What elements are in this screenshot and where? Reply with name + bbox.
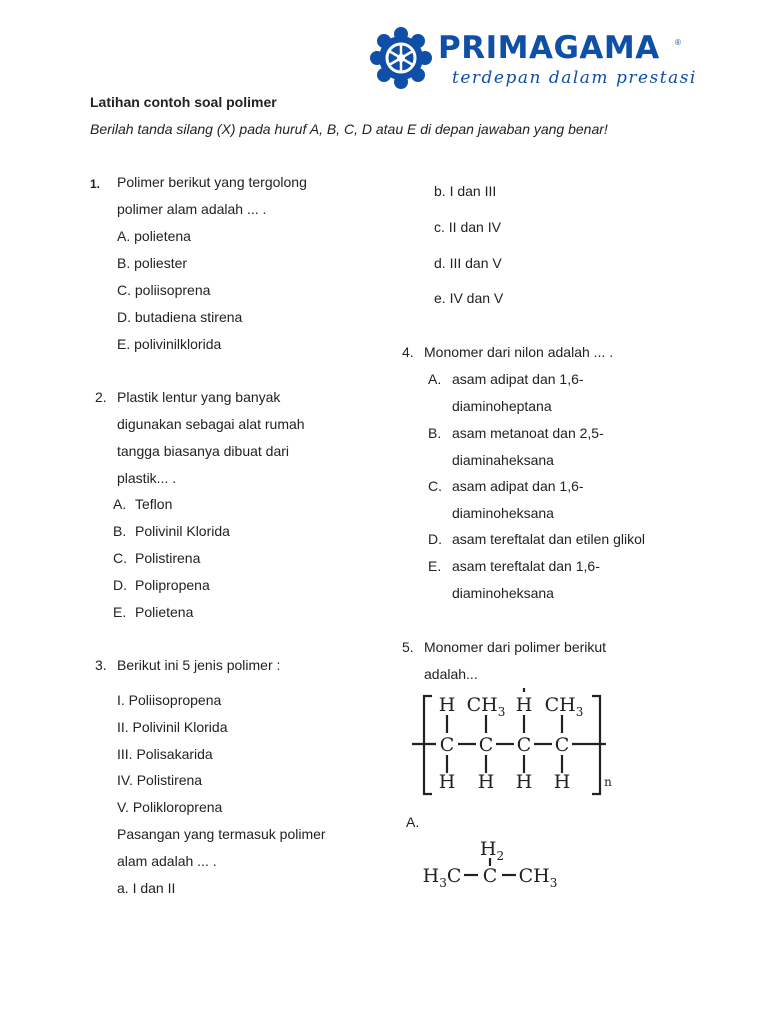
atom-label: C	[516, 734, 532, 756]
atom-label: H	[515, 694, 533, 716]
question-number: 3.	[95, 657, 107, 673]
question-text: Berikut ini 5 jenis polimer :	[117, 657, 281, 673]
option-letter: B.	[113, 523, 127, 539]
answer-option-cont: diaminoheksana	[452, 505, 554, 521]
repeat-subscript: n	[604, 775, 612, 789]
answer-option: Polipropena	[135, 577, 210, 593]
question-text: Monomer dari nilon adalah ... .	[424, 344, 614, 360]
option-letter: E.	[113, 604, 127, 620]
atom-label: $H_2$	[479, 838, 505, 863]
answer-option: asam metanoat dan 2,5-	[452, 425, 604, 441]
option-letter: B.	[428, 425, 442, 441]
answer-option: D. butadiena stirena	[117, 309, 243, 325]
option-letter: E.	[428, 558, 442, 574]
question-text: Pasangan yang termasuk polimer	[117, 826, 326, 842]
answer-option-cont: diaminoheptana	[452, 398, 552, 414]
option-letter: A.	[428, 371, 442, 387]
registered-mark: ®	[675, 38, 681, 47]
atom-label: H	[515, 771, 533, 793]
question-text: Monomer dari polimer berikut	[424, 639, 607, 655]
answer-option: asam adipat dan 1,6-	[452, 478, 584, 494]
brand-name: PRIMAGAMA	[438, 30, 660, 66]
list-item: III. Polisakarida	[117, 746, 213, 762]
answer-option: asam tereftalat dan etilen glikol	[452, 531, 645, 547]
answer-option-cont: diaminoheksana	[452, 585, 554, 601]
atom-label: C	[439, 734, 455, 756]
atom-label: H	[438, 694, 456, 716]
instructions: Berilah tanda silang (X) pada huruf A, B, C, D atau E di depan jawaban yang benar!	[90, 121, 608, 137]
option-letter: D.	[113, 577, 127, 593]
answer-option: b. I dan III	[434, 183, 497, 199]
answer-option: asam tereftalat dan 1,6-	[452, 558, 600, 574]
list-item: IV. Polistirena	[117, 772, 203, 788]
brand-tagline: terdepan dalam prestasi	[452, 68, 697, 88]
question-number: 5.	[402, 639, 414, 655]
polymer-structure	[410, 688, 620, 800]
option-letter: A.	[406, 814, 420, 830]
question-text: tangga biasanya dibuat dari	[117, 443, 290, 459]
question-text: Polimer berikut yang tergolong	[117, 174, 307, 190]
atom-label: H	[553, 771, 571, 793]
answer-option: A. polietena	[117, 228, 191, 244]
answer-option: C. poliisoprena	[117, 282, 211, 298]
question-text: polimer alam adalah ... .	[117, 201, 267, 217]
page-title: Latihan contoh soal polimer	[90, 94, 277, 110]
answer-option: Polivinil Klorida	[135, 523, 230, 539]
answer-option: d. III dan V	[434, 255, 502, 271]
atom-label: $CH_3$	[518, 865, 558, 890]
atom-label: C	[554, 734, 570, 756]
answer-option: Polietena	[135, 604, 194, 620]
answer-option: c. II dan IV	[434, 219, 501, 235]
option-letter: C.	[428, 478, 442, 494]
answer-option: e. IV dan V	[434, 290, 504, 306]
answer-option: Teflon	[135, 496, 173, 512]
option-letter: D.	[428, 531, 442, 547]
atom-label: C	[482, 865, 498, 887]
question-number: 4.	[402, 344, 414, 360]
answer-option: E. polivinilklorida	[117, 336, 222, 352]
question-text: plastik... .	[117, 470, 177, 486]
answer-option: a. I dan II	[117, 880, 176, 896]
list-item: II. Polivinil Klorida	[117, 719, 228, 735]
option-letter: A.	[113, 496, 127, 512]
question-number: 2.	[95, 389, 107, 405]
answer-option: Polistirena	[135, 550, 201, 566]
question-text: alam adalah ... .	[117, 853, 217, 869]
atom-label: H	[477, 771, 495, 793]
list-item: I. Poliisopropena	[117, 692, 222, 708]
question-text: Plastik lentur yang banyak	[117, 389, 281, 405]
atom-label: $CH_3$	[544, 694, 584, 719]
answer-option-cont: diaminaheksana	[452, 452, 554, 468]
option-letter: C.	[113, 550, 127, 566]
question-text: digunakan sebagai alat rumah	[117, 416, 305, 432]
primagama-logo-icon	[369, 26, 433, 90]
answer-option: B. poliester	[117, 255, 188, 271]
question-number: 1.	[90, 177, 101, 191]
option-a-structure	[420, 838, 560, 890]
atom-label: C	[478, 734, 494, 756]
atom-label: H	[438, 771, 456, 793]
atom-label: $CH_3$	[466, 694, 506, 719]
list-item: V. Polikloroprena	[117, 799, 223, 815]
answer-option: asam adipat dan 1,6-	[452, 371, 584, 387]
question-text: adalah...	[424, 666, 478, 682]
atom-label: $H_3C$	[422, 865, 462, 890]
